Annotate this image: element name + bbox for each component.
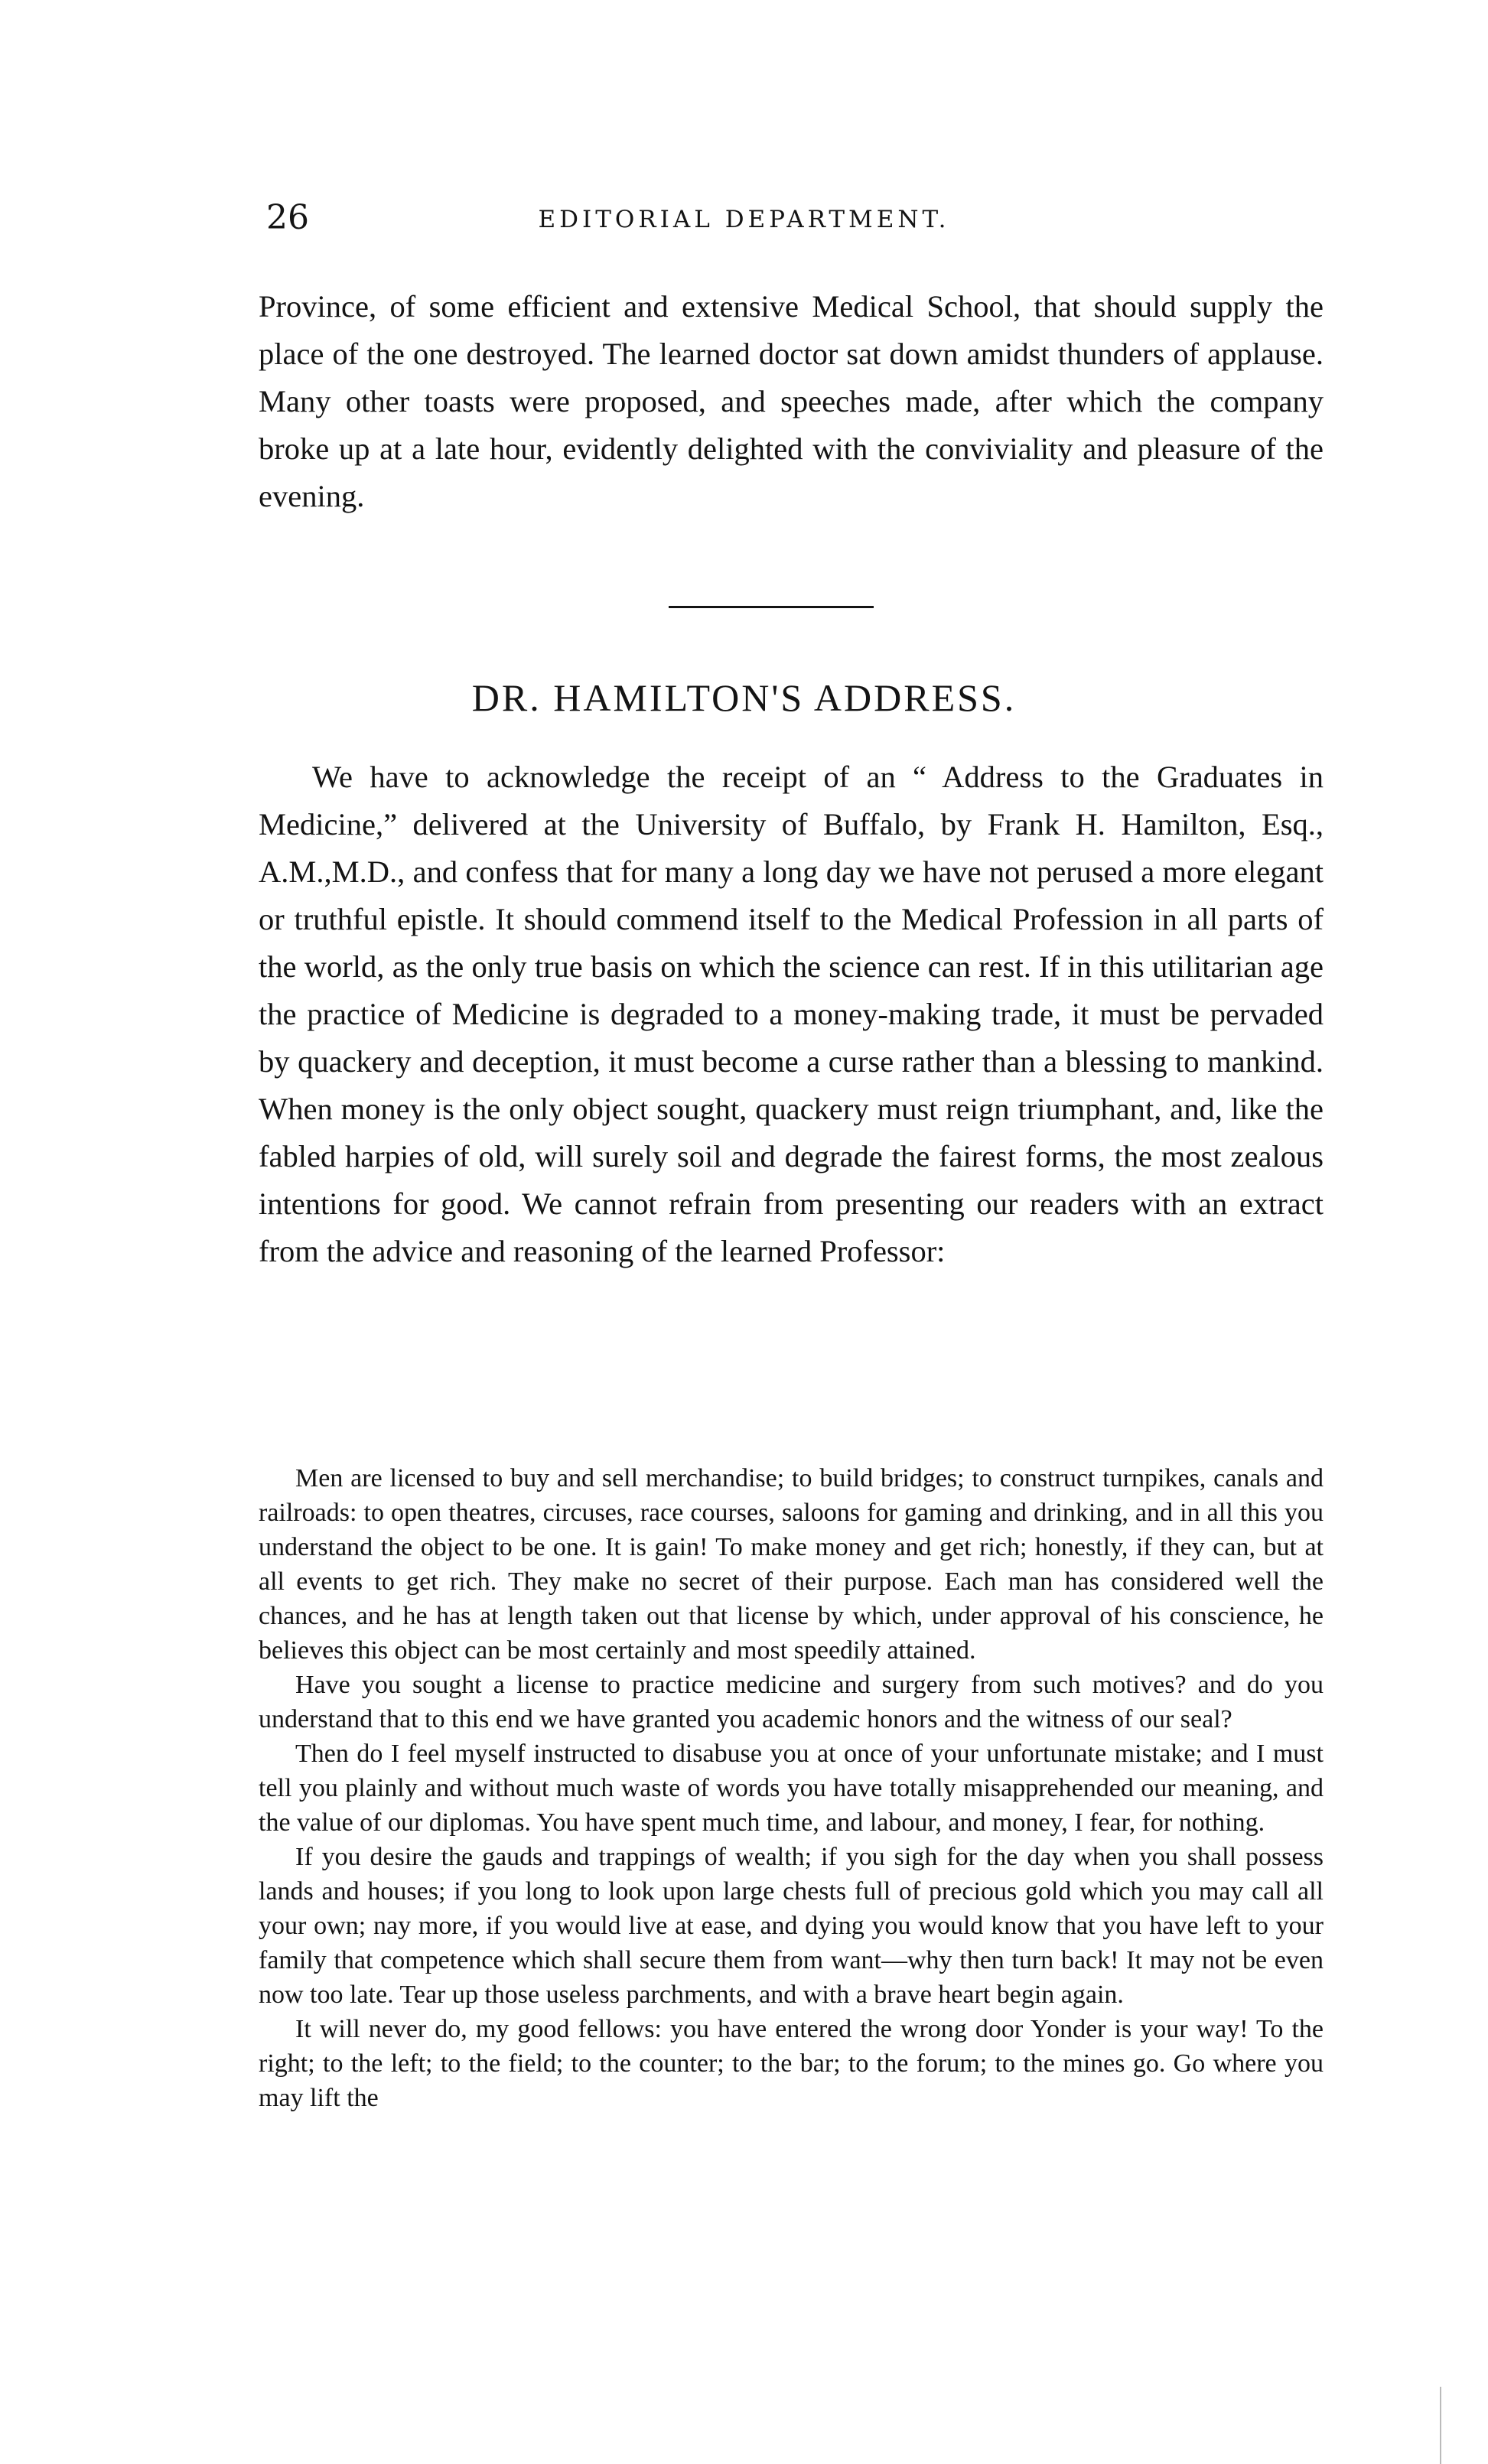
article-intro	[259, 754, 1324, 1275]
quote-paragraph: Have you sought a license to practice medicine and surgery from such motives? and do you understand that to this end we have granted you academic honors and the witness of our seal?	[259, 1671, 1324, 1733]
continuation-section	[259, 283, 1324, 520]
running-head: EDITORIAL DEPARTMENT.	[538, 206, 950, 233]
quote-paragraph: It will never do, my good fellows: you have entered the wrong door Yonder is your way! To the right; to the left; to the field; to the counter; to the bar; to the forum; to the mines go. Go where you may lift the	[259, 2015, 1324, 2112]
page-number: 26	[266, 198, 309, 237]
page-header	[0, 195, 1488, 241]
scan-edge-mark	[1440, 2387, 1441, 2464]
article-title: DR. HAMILTON'S ADDRESS.	[471, 676, 1017, 719]
extract-quote	[259, 1461, 1324, 2115]
quote-paragraph: If you desire the gauds and trappings of wealth; if you sigh for the day when you shall possess lands and houses; if you long to look upon large chests full of precious gold which you may call all your own; nay more, if you would live at ease, and dying you would know that you have left to your family that competence which shall secure them from want—why then turn back! It may not be even now too late. Tear up those useless parchments, and with a brave heart begin again.	[259, 1843, 1324, 2009]
intro-paragraph: We have to acknowledge the receipt of an “ Address to the Graduates in Medicine,” delivered at the University of Buffalo, by Frank H. Hamilton, Esq., A.M.,M.D., and confess that for many a long day we have not perused a more elegant or truthful epistle. It should commend itself to the Medical Profession in all parts of the world, as the only true basis on which the science can rest. If in this utilitarian age the practice of Medicine is degraded to a money-making trade, it must be pervaded by quackery and deception, it must become a curse rather than a blessing to mankind. When money is the only object sought, quackery must reign triumphant, and, like the fabled harpies of old, will surely soil and degrade the fairest forms, the most zealous intentions for good. We cannot refrain from presenting our readers with an extract from the advice and reasoning of the learned Professor:	[259, 760, 1324, 1268]
section-divider	[669, 606, 874, 608]
quote-paragraph: Then do I feel myself instructed to disabuse you at once of your unfortunate mistake; and I must tell you plainly and without much waste of words you have totally misapprehended our meaning, and the value of our diplomas. You have spent much time, and labour, and money, I fear, for nothing.	[259, 1740, 1324, 1837]
continuation-paragraph: Province, of some efficient and extensive Medical School, that should supply the place of the one destroyed. The learned doctor sat down amidst thunders of applause. Many other toasts were proposed, and speeches made, after which the company broke up at a late hour, evidently delighted with the conviviality and pleasure of the evening.	[259, 289, 1324, 513]
quote-paragraph: Men are licensed to buy and sell merchandise; to build bridges; to construct turnpikes, canals and railroads: to open theatres, circuses, race courses, saloons for gaming and drinking, and in all this you understand the object to be one. It is gain! To make money and get rich; honestly, if they can, but at all events to get rich. They make no secret of their purpose. Each man has considered well the chances, and he has at length taken out that license by which, under approval of his conscience, he believes this object can be most certainly and most speedily attained.	[259, 1464, 1324, 1665]
